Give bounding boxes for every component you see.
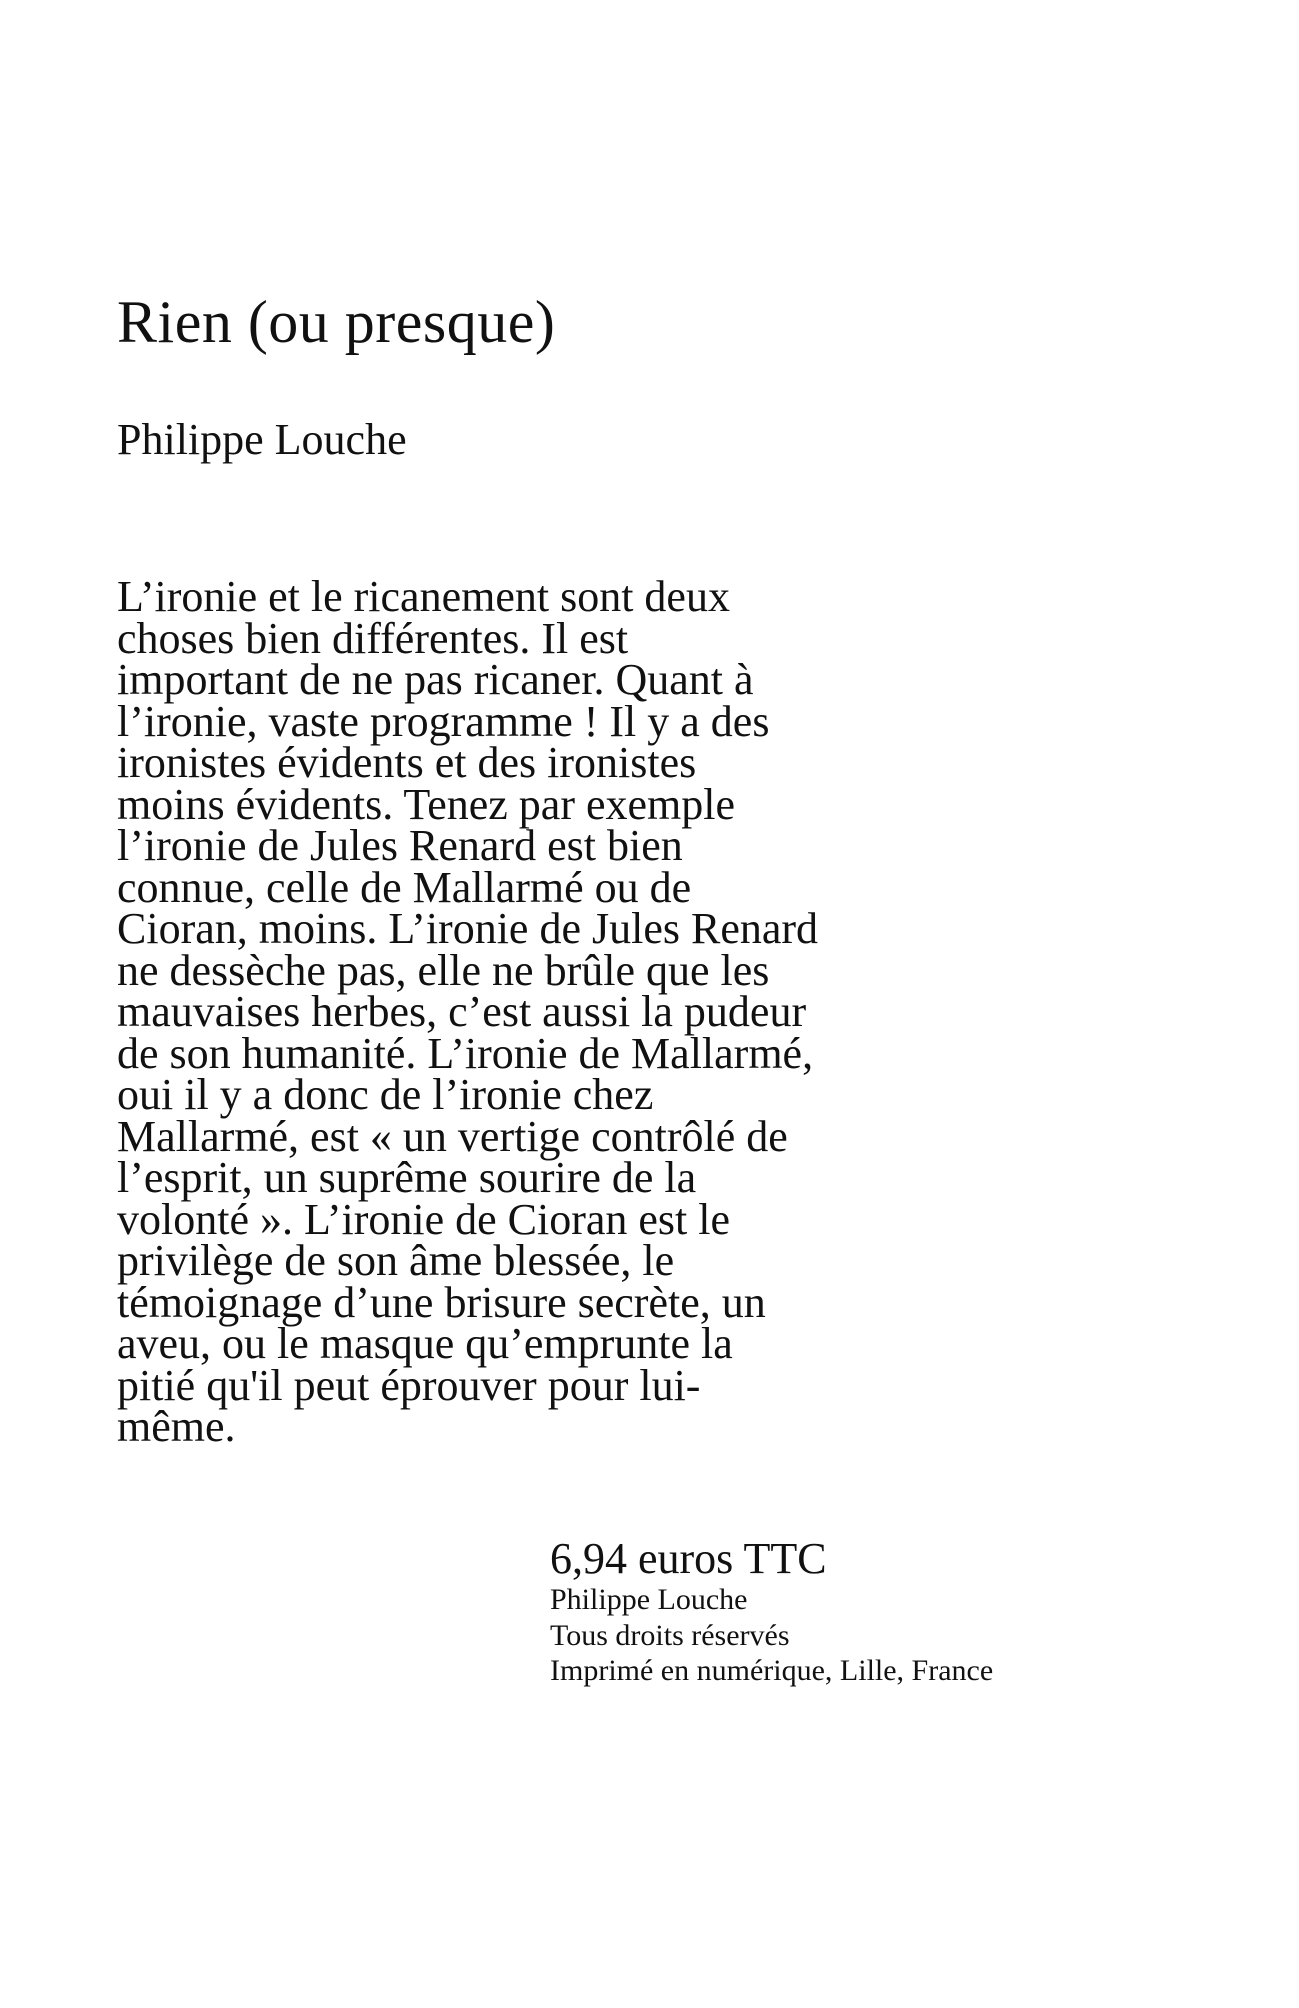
blurb-line: volonté ». L’ironie de Cioran est le — [117, 1194, 731, 1244]
book-title: Rien (ou presque) — [117, 289, 556, 355]
blurb-line: l’ironie de Jules Renard est bien — [117, 821, 683, 870]
blurb-line: choses bien différentes. Il est — [117, 613, 629, 663]
blurb-line: privilège de son âme blessée, le — [117, 1236, 675, 1285]
blurb-line: L’ironie et le ricanement sont deux — [117, 572, 730, 621]
blurb-line: témoignage d’une brisure secrète, un — [117, 1277, 766, 1327]
blurb-line: moins évidents. Tenez par exemple — [117, 779, 736, 829]
colophon-author: Philippe Louche — [550, 1583, 748, 1616]
book-author: Philippe Louche — [117, 415, 407, 464]
blurb-line: pitié qu'il peut éprouver pour lui- — [117, 1360, 701, 1410]
colophon — [550, 1536, 1250, 1689]
blurb-line: l’ironie, vaste programme ! Il y a des — [117, 696, 770, 746]
blurb-line: même. — [117, 1402, 236, 1451]
price-label: 6,94 euros TTC — [550, 1534, 827, 1583]
blurb-line: important de ne pas ricaner. Quant à — [117, 655, 754, 704]
blurb-line: Cioran, moins. L’ironie de Jules Renard — [117, 904, 819, 953]
blurb-line: ironistes évidents et des ironistes — [117, 738, 697, 787]
colophon-printed: Imprimé en numérique, Lille, France — [550, 1654, 994, 1687]
blurb-text — [117, 572, 997, 1451]
blurb-line: mauvaises herbes, c’est aussi la pudeur — [117, 987, 807, 1036]
blurb-line: oui il y a donc de l’ironie chez — [117, 1070, 654, 1119]
blurb-line: de son humanité. L’ironie de Mallarmé, — [117, 1028, 814, 1078]
blurb-line: Mallarmé, est « un vertige contrôlé de — [117, 1111, 788, 1161]
colophon-rights: Tous droits réservés — [550, 1618, 790, 1652]
blurb-line: connue, celle de Mallarmé ou de — [117, 862, 692, 912]
blurb-line: ne dessèche pas, elle ne brûle que les — [117, 945, 770, 995]
blurb-line: l’esprit, un suprême sourire de la — [117, 1153, 697, 1202]
blurb-line: aveu, ou le masque qu’emprunte la — [117, 1319, 733, 1368]
